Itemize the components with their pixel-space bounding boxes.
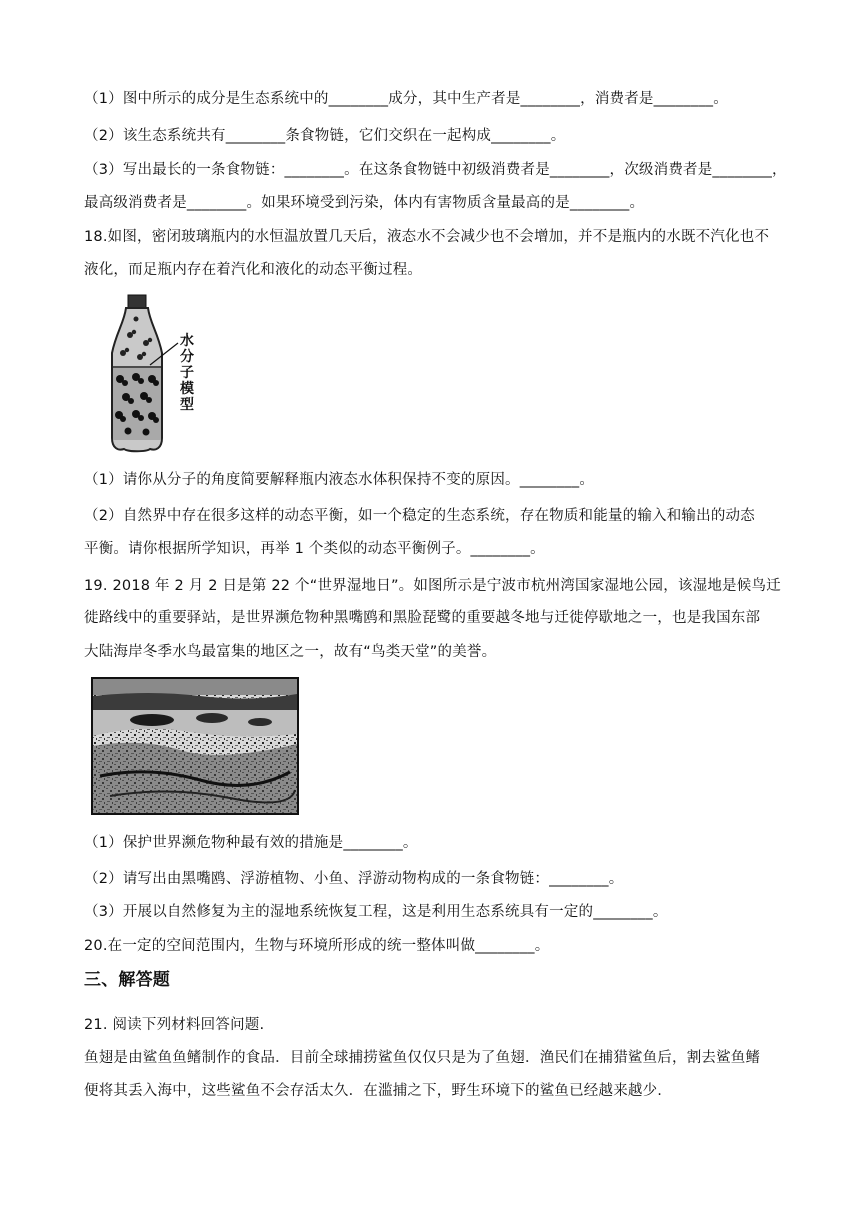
q18-part1: （1）请你从分子的角度简要解释瓶内液态水体积保持不变的原因。________。 xyxy=(84,472,595,488)
q19-stem-line2: 徙路线中的重要驿站，是世界濒危物种黑嘴鸥和黑脸琵鹭的重要越冬地与迁徙停歇地之一，也是我国东部 xyxy=(84,610,761,626)
q17-part3-line2: 最高级消费者是________。如果环境受到污染，体内有害物质含量最高的是________。 xyxy=(84,195,645,211)
q19-part1: （1）保护世界濒危物种最有效的措施是________。 xyxy=(84,835,418,851)
q18-part2-line1: （2）自然界中存在很多这样的动态平衡，如一个稳定的生态系统，存在物质和能量的输入和输出的动态 xyxy=(84,508,755,524)
q20-text: 20.在一定的空间范围内，生物与环境所形成的统一整体叫做________。 xyxy=(84,938,550,954)
q17-part1: （1）图中所示的成分是生态系统中的________成分，其中生产者是________，消费者是________。 xyxy=(84,91,728,107)
q17-part3-line1: （3）写出最长的一条食物链：________。在这条食物链中初级消费者是________，次级消费者是________， xyxy=(84,162,787,178)
section-heading-answers: 三、解答题 xyxy=(84,970,170,990)
water-bottle-figure xyxy=(106,293,201,455)
q19-stem-line1: 19. 2018 年 2 月 2 日是第 22 个“世界湿地日”。如图所示是宁波市杭州湾国家湿地公园，该湿地是候鸟迁 xyxy=(84,578,781,594)
q19-stem-line3: 大陆海岸冬季水鸟最富集的地区之一，故有“鸟类天堂”的美誉。 xyxy=(84,644,497,660)
q21-material-line2: 便将其丢入海中，这些鲨鱼不会存活太久．在滥捕之下，野生环境下的鲨鱼已经越来越少. xyxy=(84,1083,663,1099)
wetland-photo xyxy=(90,676,300,816)
q19-part3: （3）开展以自然修复为主的湿地系统恢复工程，这是利用生态系统具有一定的________。 xyxy=(84,904,668,920)
q19-part2: （2）请写出由黑嘴鸥、浮游植物、小鱼、浮游动物构成的一条食物链：________。 xyxy=(84,871,624,887)
q21-material-line1: 鱼翅是由鲨鱼鱼鳍制作的食品．目前全球捕捞鲨鱼仅仅只是为了鱼翅．渔民们在捕猎鲨鱼后，割去鲨鱼鳍 xyxy=(84,1050,761,1066)
q17-part2: （2）该生态系统共有________条食物链，它们交织在一起构成________。 xyxy=(84,128,566,144)
q18-part2-line2: 平衡。请你根据所学知识，再举 1 个类似的动态平衡例子。________。 xyxy=(84,541,545,557)
q18-stem-line2: 液化，而足瓶内存在着汽化和液化的动态平衡过程。 xyxy=(84,262,423,278)
q21-stem: 21. 阅读下列材料回答问题. xyxy=(84,1017,265,1033)
q18-stem-line1: 18.如图，密闭玻璃瓶内的水恒温放置几天后，液态水不会减少也不会增加，并不是瓶内的水既不汽化也不 xyxy=(84,229,770,245)
water-molecule-model-label: 水分子模型 xyxy=(180,333,194,413)
